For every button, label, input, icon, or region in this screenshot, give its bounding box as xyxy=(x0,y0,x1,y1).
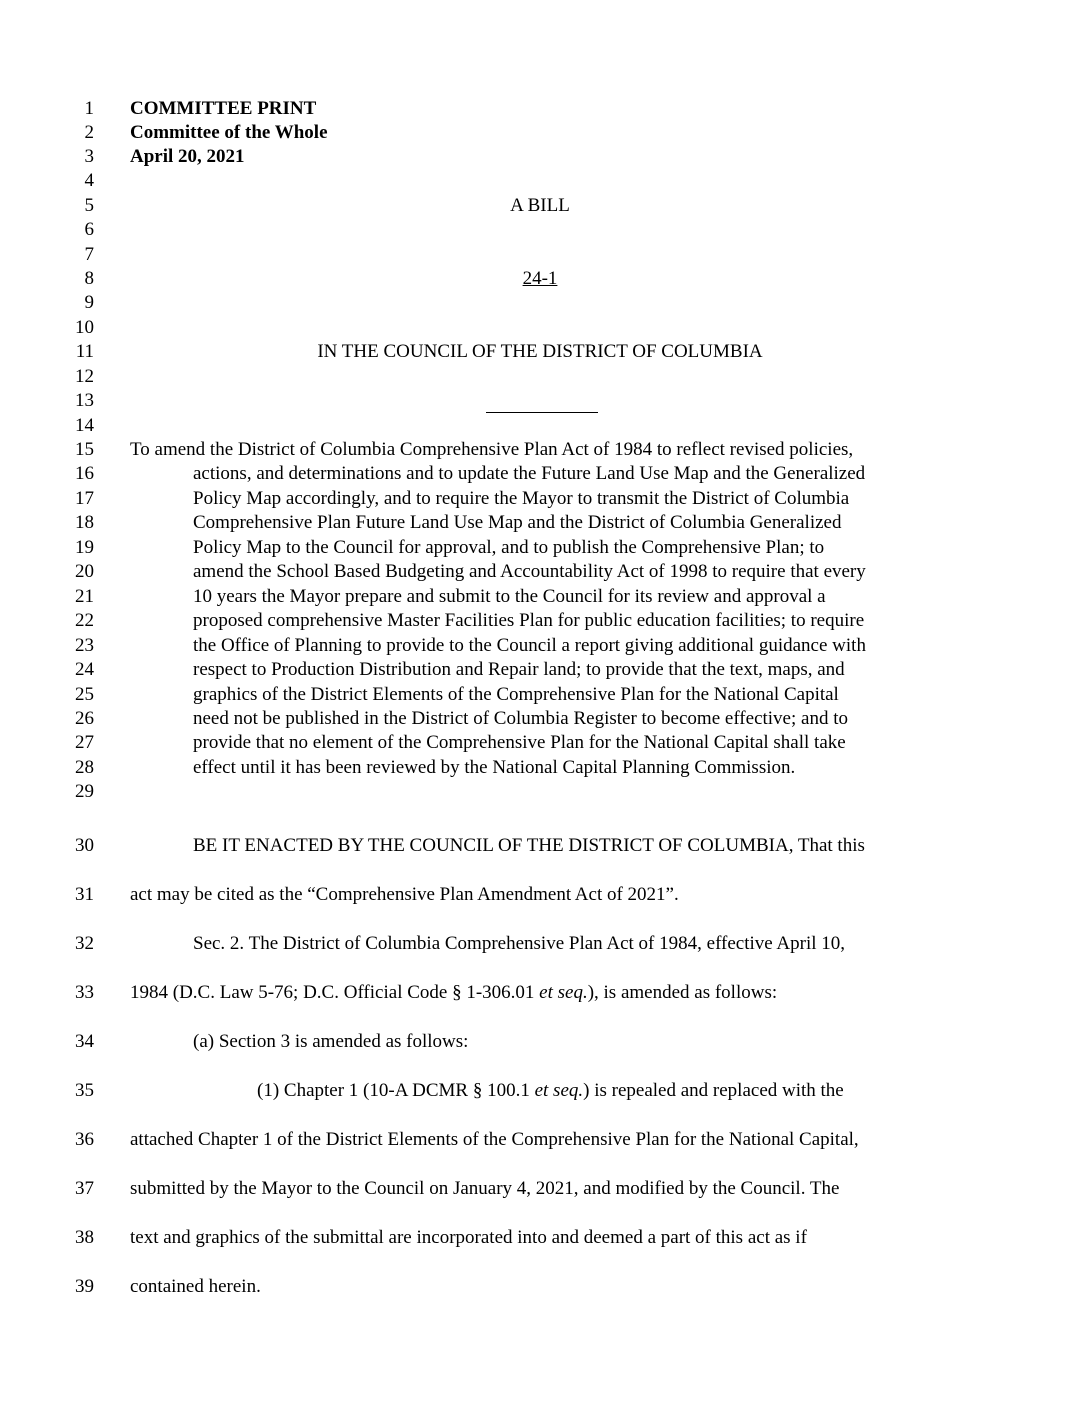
paragraph-text: ) is repealed and replaced with the xyxy=(583,1080,844,1101)
paragraph-1 xyxy=(257,1079,844,1103)
line-number: 31 xyxy=(75,884,94,905)
line-number: 35 xyxy=(75,1080,94,1101)
title-line: Policy Map accordingly, and to require the Mayor to transmit the District of Columbia xyxy=(193,488,850,509)
bill-number: 24-1 xyxy=(522,268,558,289)
title-line: 10 years the Mayor prepare and submit to the Council for its review and approval a xyxy=(193,586,826,607)
print-date: April 20, 2021 xyxy=(130,146,245,167)
line-number: 24 xyxy=(75,659,94,680)
section-2-citation xyxy=(130,981,777,1005)
line-number: 17 xyxy=(75,488,94,509)
line-number: 36 xyxy=(75,1129,94,1150)
line-number: 2 xyxy=(84,122,94,143)
line-number: 25 xyxy=(75,684,94,705)
body-line: attached Chapter 1 of the District Elements of the Comprehensive Plan for the National Capital, xyxy=(130,1129,859,1150)
title-line: Comprehensive Plan Future Land Use Map and the District of Columbia Generalized xyxy=(193,512,842,533)
committee-name: Committee of the Whole xyxy=(130,122,328,143)
line-number: 14 xyxy=(75,415,94,436)
line-number: 18 xyxy=(75,512,94,533)
line-number: 29 xyxy=(75,781,94,802)
title-line: need not be published in the District of Columbia Register to become effective; and to xyxy=(193,708,848,729)
line-number: 6 xyxy=(84,219,94,240)
enacting-clause: BE IT ENACTED BY THE COUNCIL OF THE DISTRICT OF COLUMBIA, That this xyxy=(193,835,865,856)
line-number: 28 xyxy=(75,757,94,778)
title-line: proposed comprehensive Master Facilities Plan for public education facilities; to require xyxy=(193,610,865,631)
body-line: submitted by the Mayor to the Council on January 4, 2021, and modified by the Council. The xyxy=(130,1178,840,1199)
title-line: amend the School Based Budgeting and Accountability Act of 1998 to require that every xyxy=(193,561,866,582)
line-number: 16 xyxy=(75,463,94,484)
line-number: 32 xyxy=(75,933,94,954)
committee-print-label: COMMITTEE PRINT xyxy=(130,98,317,119)
line-number: 23 xyxy=(75,635,94,656)
section-2-text: Sec. 2. The District of Columbia Comprehensive Plan Act of 1984, effective April 10, xyxy=(193,933,846,954)
line-number: 38 xyxy=(75,1227,94,1248)
line-number: 26 xyxy=(75,708,94,729)
title-line: Policy Map to the Council for approval, and to publish the Comprehensive Plan; to xyxy=(193,537,825,558)
line-number: 7 xyxy=(84,244,94,265)
line-number: 11 xyxy=(75,341,94,362)
et-seq: et seq. xyxy=(534,1080,584,1101)
line-number: 27 xyxy=(75,732,94,753)
line-number: 21 xyxy=(75,586,94,607)
line-number: 4 xyxy=(84,170,94,191)
line-number: 33 xyxy=(75,982,94,1003)
signature-rule xyxy=(486,412,598,413)
title-line: graphics of the District Elements of the Comprehensive Plan for the National Capital xyxy=(193,684,839,705)
line-number: 30 xyxy=(75,835,94,856)
title-line: provide that no element of the Comprehensive Plan for the National Capital shall take xyxy=(193,732,846,753)
line-number: 22 xyxy=(75,610,94,631)
line-number: 13 xyxy=(75,390,94,411)
short-title: act may be cited as the “Comprehensive Plan Amendment Act of 2021”. xyxy=(130,884,679,905)
bill-heading: A BILL xyxy=(510,195,570,216)
title-line: effect until it has been reviewed by the National Capital Planning Commission. xyxy=(193,757,796,778)
paragraph-text: (1) Chapter 1 (10-A DCMR § 100.1 xyxy=(257,1080,535,1101)
line-number: 20 xyxy=(75,561,94,582)
title-line: To amend the District of Columbia Comprehensive Plan Act of 1984 to reflect revised policies, xyxy=(130,439,854,460)
title-line: respect to Production Distribution and Repair land; to provide that the text, maps, and xyxy=(193,659,845,680)
line-number: 12 xyxy=(75,366,94,387)
citation-text: 1984 (D.C. Law 5-76; D.C. Official Code § 1-306.01 xyxy=(130,982,540,1003)
body-line: text and graphics of the submittal are incorporated into and deemed a part of this act as if xyxy=(130,1227,807,1248)
title-line: actions, and determinations and to update the Future Land Use Map and the Generalized xyxy=(193,463,866,484)
title-line: the Office of Planning to provide to the Council a report giving additional guidance with xyxy=(193,635,866,656)
line-number: 39 xyxy=(75,1276,94,1297)
body-line: contained herein. xyxy=(130,1276,261,1297)
line-number: 8 xyxy=(84,268,94,289)
line-number: 10 xyxy=(75,317,94,338)
line-number: 5 xyxy=(84,195,94,216)
line-number: 1 xyxy=(84,98,94,119)
line-number: 19 xyxy=(75,537,94,558)
council-heading: IN THE COUNCIL OF THE DISTRICT OF COLUMBIA xyxy=(317,341,763,362)
citation-text: ), is amended as follows: xyxy=(587,982,778,1003)
line-number: 34 xyxy=(75,1031,94,1052)
subsection-a: (a) Section 3 is amended as follows: xyxy=(193,1031,469,1052)
line-number: 3 xyxy=(84,146,94,167)
line-number: 9 xyxy=(84,292,94,313)
et-seq: et seq. xyxy=(539,982,588,1003)
line-number: 15 xyxy=(75,439,94,460)
line-number: 37 xyxy=(75,1178,94,1199)
